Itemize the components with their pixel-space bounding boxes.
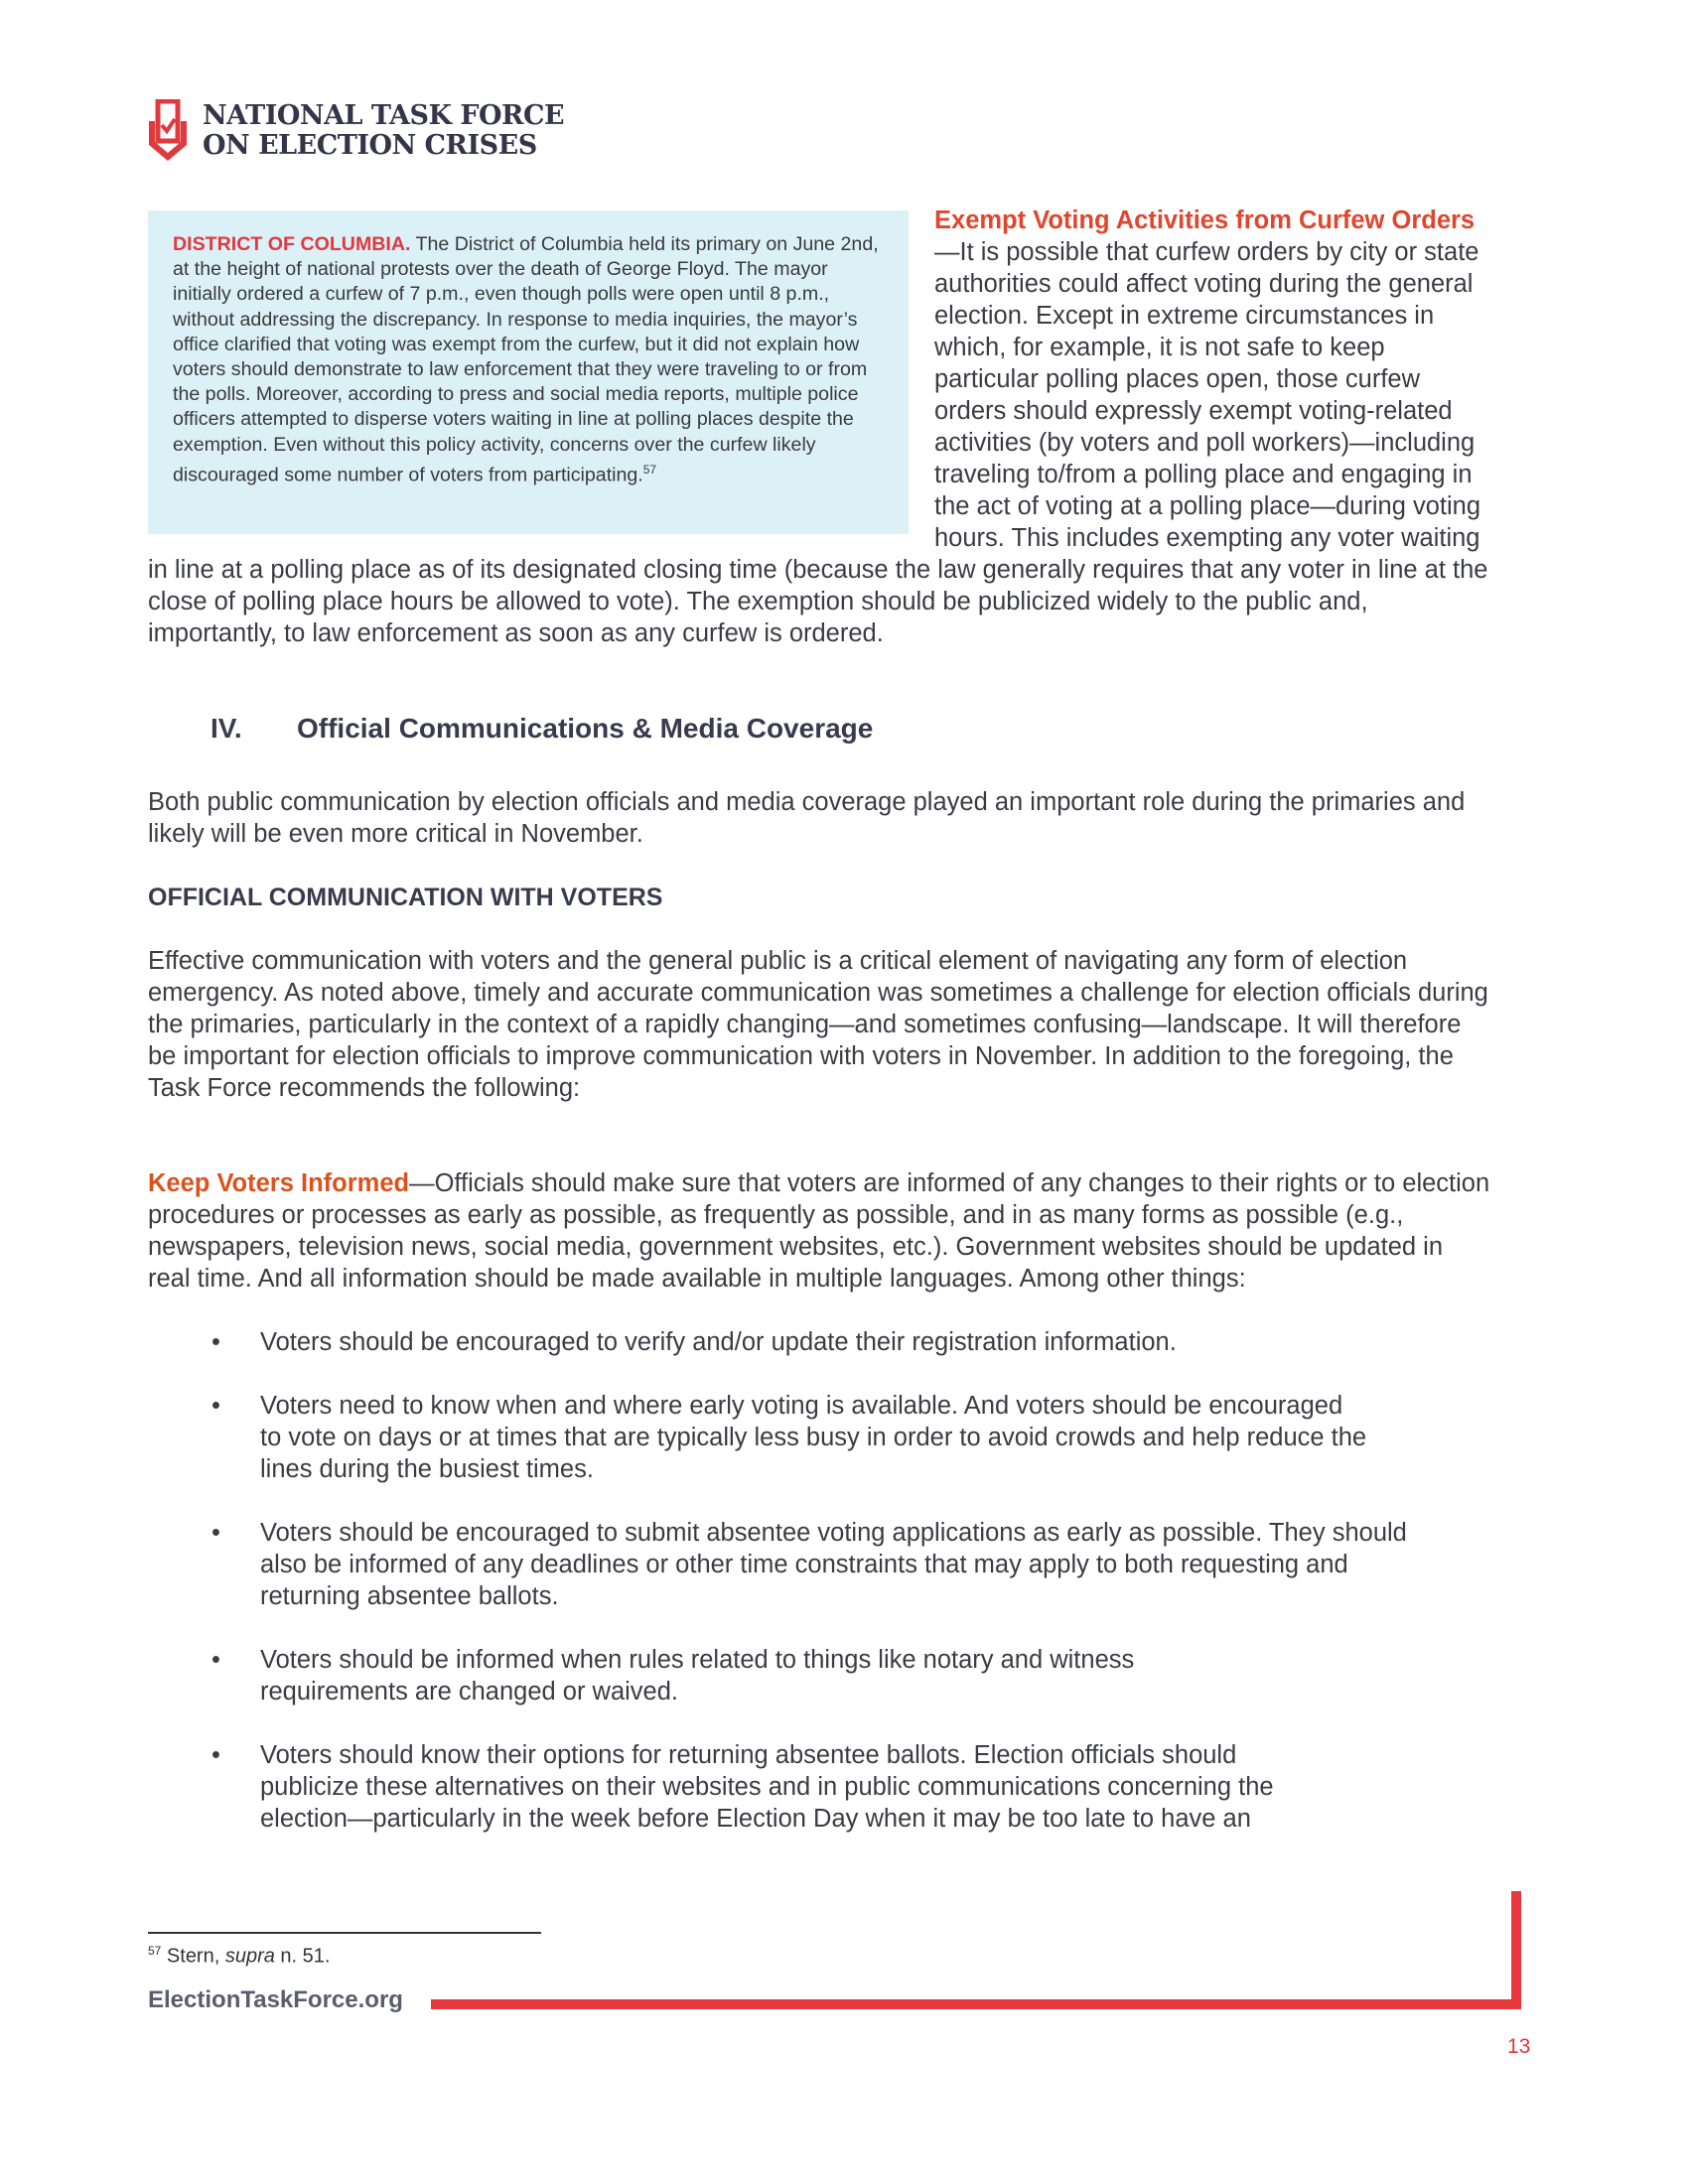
list-item: [148, 1326, 1439, 1358]
subheading: OFFICIAL COMMUNICATION WITH VOTERS: [148, 884, 663, 911]
recommendation-list: [148, 1326, 1439, 1835]
list-item: [148, 1517, 1439, 1612]
footnote-text-end: n. 51.: [274, 1945, 331, 1968]
dc-callout-box: [148, 210, 909, 534]
footer-red-bar: [431, 1999, 1521, 2009]
footnote-number: 57: [148, 1944, 162, 1958]
curfew-text: —It is possible that curfew orders by city or state authorities could affect voting during the general election. Except in extreme circumstances in which, for example, it is not safe to keep particular polling places open, those curfew orders should expressly exempt voting-related activities (by voters and poll workers)—including traveling to/from a polling place and engaging in the act of voting at a polling place—during voting hours. This includes exempting any voter waiting in line at a polling place as of its designated closing time (because the law generally requires that any voter in line at the close of polling place hours be allowed to vote). The exemption should be publicized widely to the public and, importantly, to law enforcement as soon as any curfew is ordered.: [148, 238, 1488, 647]
bullet-icon: •: [211, 1646, 220, 1674]
logo-line-2: ON ELECTION CRISES: [203, 130, 537, 161]
logo-line-1: NATIONAL TASK FORCE: [203, 100, 565, 131]
page-number: 13: [1507, 2035, 1531, 2058]
curfew-heading: Exempt Voting Activities from Curfew Orders: [934, 206, 1476, 234]
list-item: [148, 1390, 1439, 1485]
section-title: Official Communications & Media Coverage: [297, 713, 874, 744]
list-item-text: Voters should be encouraged to verify and/or update their registration information.: [260, 1328, 1177, 1356]
communication-paragraph: Effective communication with voters and the general public is a critical element of navigating any form of election emergency. As noted above, timely and accurate communication was sometimes a challenge for election officials during the primaries, particularly in the context of a rapidly changing—and sometimes confusing—landscape. It will therefore be important for election officials to improve communication with voters in November. In addition to the foregoing, the Task Force recommends the following:: [148, 947, 1488, 1102]
list-item-text: Voters need to know when and where early voting is available. And voters should be encouraged to vote on days or at times that are typically less busy in order to avoid crowds and help reduce the lines during the busiest times.: [260, 1392, 1367, 1483]
bullet-icon: •: [211, 1392, 220, 1420]
bullet-icon: •: [211, 1519, 220, 1547]
footnote-text: Stern,: [161, 1945, 225, 1968]
logo: [145, 99, 564, 163]
footnote: [148, 1944, 330, 1969]
list-item-text: Voters should be encouraged to submit absentee voting applications as early as possible. They should also be informed of any deadlines or other time constraints that may apply to both requesting and returning absentee ballots.: [260, 1519, 1407, 1610]
footnote-ref: 57: [642, 462, 657, 477]
bullet-icon: •: [211, 1741, 220, 1769]
informed-heading: Keep Voters Informed: [148, 1169, 410, 1197]
section-heading: [211, 713, 873, 745]
informed-text: —Officials should make sure that voters are informed of any changes to their rights or to election procedures or processes as early as possible, as frequently as possible, and in as many forms as possible (e.g., newspapers, television news, social media, government websites, etc.). Government websites should be updated in real time. And all information should be made available in multiple languages. Among other things:: [148, 1169, 1490, 1293]
footer-red-vertical-bar: [1511, 1891, 1521, 2009]
section-intro: Both public communication by election officials and media coverage played an important role during the primaries and likely will be even more critical in November.: [148, 788, 1466, 848]
informed-paragraph: [148, 1167, 1490, 1295]
main-content: [148, 205, 1490, 1866]
bullet-icon: •: [211, 1328, 220, 1356]
footnote-italic: supra: [224, 1945, 275, 1968]
list-item: [148, 1739, 1439, 1835]
list-item-text: Voters should be informed when rules related to things like notary and witness requirements are changed or waived.: [260, 1646, 1135, 1706]
list-item-text: Voters should know their options for returning absentee ballots. Election officials should publicize these alternatives on their websites and in public communications concerning the election—particularly in the week before Election Day when it may be too late to have an: [260, 1741, 1274, 1833]
footnote-divider: [148, 1932, 541, 1934]
section-spacer: [148, 649, 1490, 1110]
ballot-shield-icon: [145, 99, 191, 163]
list-item: [148, 1644, 1439, 1707]
footer-site-link[interactable]: ElectionTaskForce.org: [148, 1986, 403, 2013]
callout-text: The District of Columbia held its primary on June 2nd, at the height of national protests over the death of George Floyd. The mayor initially ordered a curfew of 7 p.m., even though polls were open until 8 p.m., without addressing the discrepancy. In response to media inquiries, the mayor’s office clarified that voting was exempt from the curfew, but it did not explain how voters should demonstrate to law enforcement that they were traveling to or from the polls. Moreover, according to press and social media reports, multiple police officers attempted to disperse voters waiting in line at polling places despite the exemption. Even without this policy activity, concerns over the curfew likely discouraged some number of voters from participating.: [173, 233, 879, 486]
callout-label: DISTRICT OF COLUMBIA.: [173, 233, 411, 255]
section-number: IV.: [211, 713, 242, 744]
